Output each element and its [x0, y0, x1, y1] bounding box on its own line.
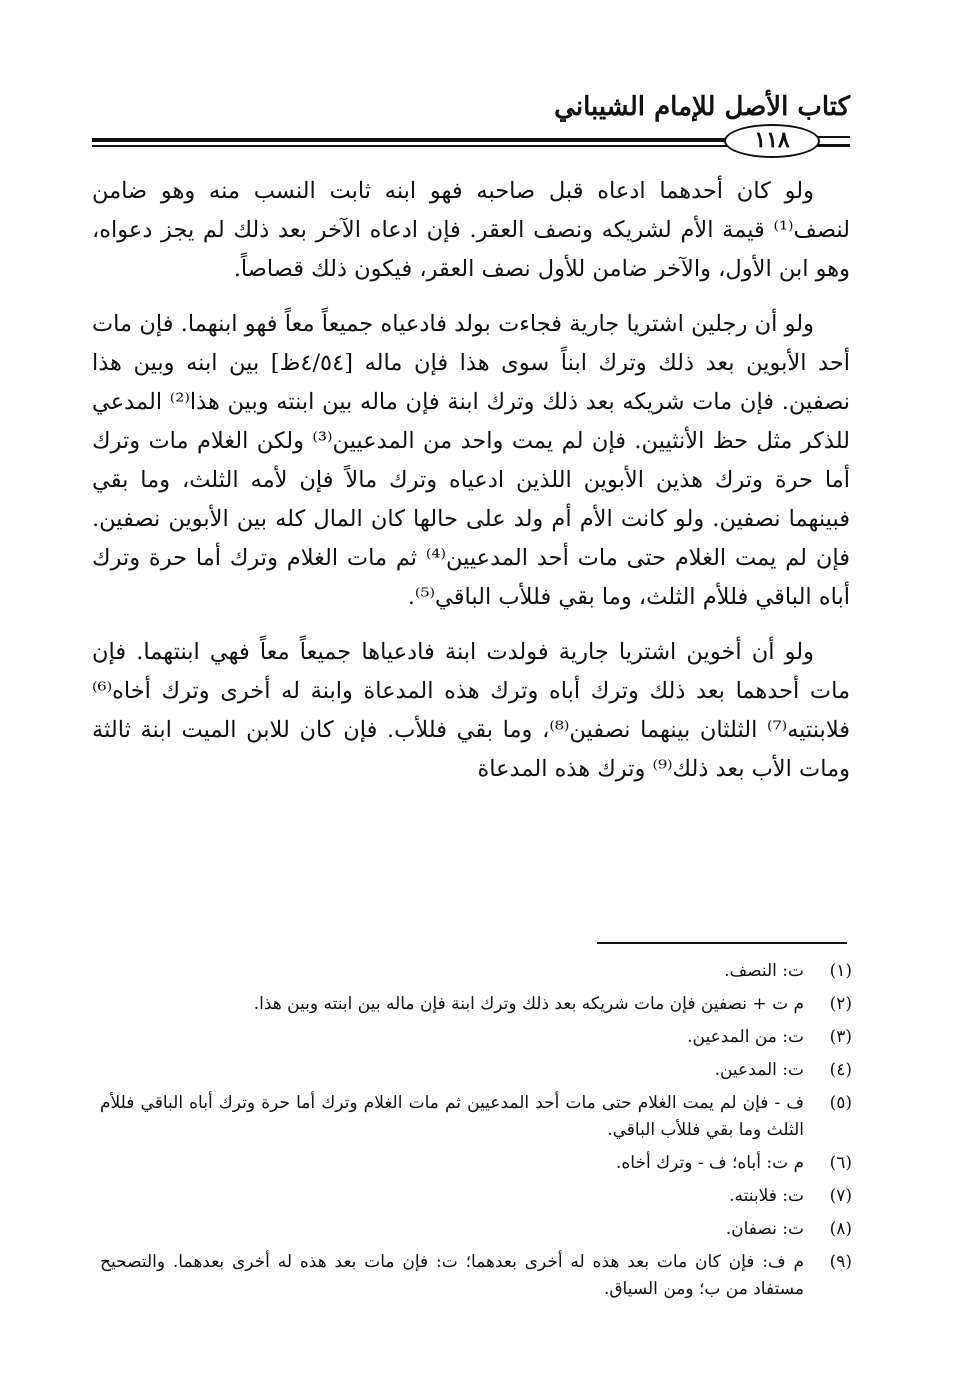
- footnote: [100, 1090, 852, 1144]
- footnote-text: ت: المدعين.: [714, 1060, 804, 1080]
- footnote-number: (٨): [829, 1219, 852, 1239]
- footnote-text: ت: نصفان.: [725, 1219, 804, 1239]
- footnote: [100, 1150, 852, 1177]
- page-header: [92, 92, 850, 162]
- footnote-text: ف - فإن لم يمت الغلام حتى مات أحد المدعيين ثم مات الغلام وترك أما حرة وترك أباه الباقي فللأم الثلث وما بقي فللأب الباقي.: [100, 1093, 804, 1140]
- footnote: [100, 1216, 852, 1243]
- footnote-text: م ف: فإن كان مات بعد هذه له أخرى بعدهما؛ ت: فإن مات بعد هذه له أخرى بعدهما. والتصحيح مستفاد من ب؛ ومن السياق.: [100, 1252, 804, 1299]
- page-number-ornament: [816, 136, 850, 146]
- footnote-number: (١): [829, 961, 852, 981]
- footnote-separator: [597, 942, 847, 944]
- paragraph: ولو أن أخوين اشتريا جارية فولدت ابنة فادعياها جميعاً معاً فهي ابنتهما. فإن مات أحدهما بعد ذلك وترك أباه وترك هذه المدعاة وابنة له أخرى وترك أخاه⁽⁶⁾ فلابنتيه⁽⁷⁾ الثلثان بينهما نصفين⁽⁸⁾، وما بقي فللأب. فإن كان للابن الميت ابنة ثالثة ومات الأب بعد ذلك⁽⁹⁾ وترك هذه المدعاة: [92, 639, 850, 782]
- footnote-text: م ت: أباه؛ ف - وترك أخاه.: [615, 1153, 804, 1173]
- paragraph: ولو أن رجلين اشتريا جارية فجاءت بولد فادعياه جميعاً معاً فهو ابنهما. فإن مات أحد الأبوين بعد ذلك وترك ابناً سوى هذا فإن ماله [٤/٥٤ظ] بين ابنه وبين هذا نصفين. فإن مات شريكه بعد ذلك وترك ابنة فإن ماله بين ابنته وبين هذا⁽²⁾ المدعي للذكر مثل حظ الأنثيين. فإن لم يمت واحد من المدعيين⁽³⁾ ولكن الغلام مات وترك أما حرة وترك هذين الأبوين اللذين ادعياه وترك مالاً فإن لأمه الثلث، وما بقي فبينهما نصفين. ولو كانت الأم أم ولد على حالها كان المال كله بين الأبوين نصفين. فإن لم يمت الغلام حتى مات أحد المدعيين⁽⁴⁾ ثم مات الغلام وترك أما حرة وترك أباه الباقي فللأم الثلث، وما بقي فللأب الباقي⁽⁵⁾.: [92, 311, 850, 610]
- footnote: [100, 1249, 852, 1303]
- footnote-number: (٧): [829, 1186, 852, 1206]
- footnote-text: م ت + نصفين فإن مات شريكه بعد ذلك وترك ابنة فإن ماله بين ابنته وبين هذا.: [253, 994, 804, 1014]
- footnote: [100, 1057, 852, 1084]
- footnote-number: (٦): [829, 1153, 852, 1173]
- footnote: [100, 1024, 852, 1051]
- book-title: كتاب الأصل للإمام الشيباني: [554, 92, 850, 122]
- footnote-number: (٥): [829, 1093, 852, 1113]
- footnote: [100, 1183, 852, 1210]
- footnote: [100, 958, 852, 985]
- paragraph: ولو كان أحدهما ادعاه قبل صاحبه فهو ابنه ثابت النسب منه وهو ضامن لنصف⁽¹⁾ قيمة الأم لشريكه ونصف العقر. فإن ادعاه الآخر بعد ذلك لم يجز دعواه، وهو ابن الأول، والآخر ضامن للأول نصف العقر، فيكون ذلك قصاصاً.: [92, 178, 850, 282]
- footnote-number: (٢): [829, 994, 852, 1014]
- footnote: [100, 991, 852, 1018]
- page-number: ١١٨: [724, 124, 820, 158]
- footnote-number: (٤): [829, 1060, 852, 1080]
- footnote-text: ت: فلابنته.: [729, 1186, 804, 1206]
- footnote-text: ت: من المدعين.: [687, 1027, 804, 1047]
- footnote-number: (٣): [829, 1027, 852, 1047]
- footnotes: [100, 958, 852, 1309]
- footnote-text: ت: النصف.: [724, 961, 804, 981]
- main-text: [92, 172, 850, 805]
- footnote-number: (٩): [829, 1252, 852, 1272]
